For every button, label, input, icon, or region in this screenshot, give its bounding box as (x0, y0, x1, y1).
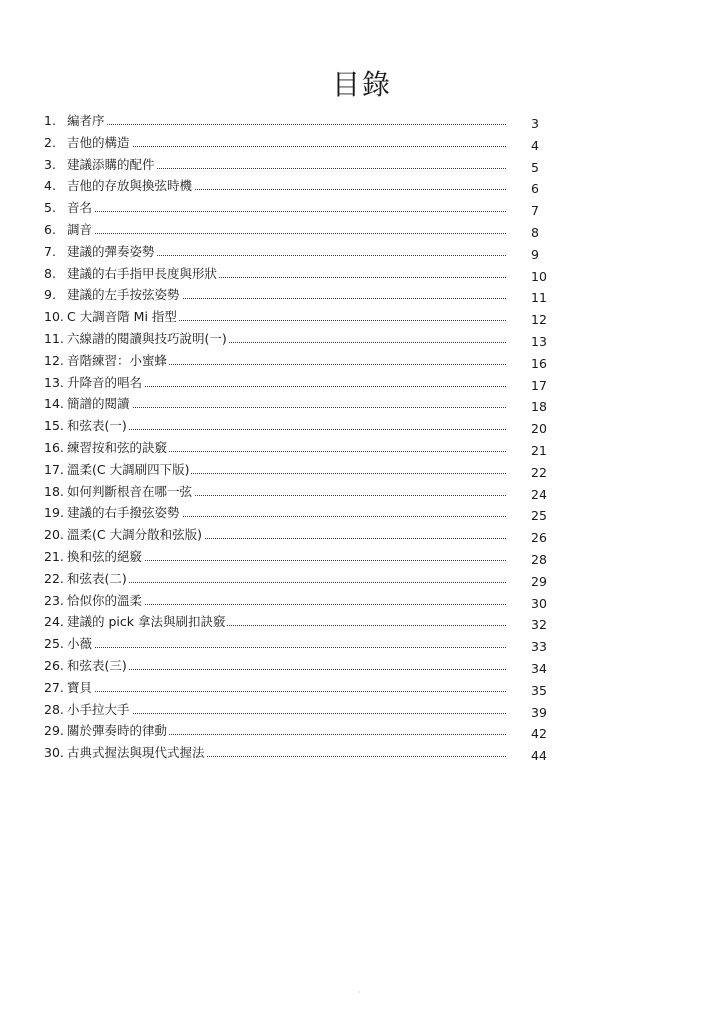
toc-entry-page: 26 (531, 530, 547, 546)
toc-entry-page: 16 (531, 355, 547, 371)
toc-entry[interactable] (0, 372, 724, 394)
toc-entry-number: 26. (44, 657, 64, 673)
toc-entry-number: 29. (44, 723, 64, 739)
toc-entry[interactable] (0, 546, 724, 568)
toc-entry-page: 8 (531, 224, 539, 240)
toc-entry-page: 29 (531, 573, 547, 589)
toc-entry-number: 9. (44, 287, 56, 303)
toc-entry-number: 11. (44, 330, 64, 346)
toc-entry-page: 7 (531, 203, 539, 219)
toc-entry[interactable] (0, 655, 724, 677)
toc-entry[interactable] (0, 459, 724, 481)
toc-dot-leader (67, 124, 506, 125)
toc-entry-title: 和弦表(二) (67, 568, 129, 590)
toc-entry-number: 27. (44, 679, 64, 695)
toc-entry-page: 3 (531, 116, 539, 131)
footer-mark: · (358, 988, 361, 997)
toc-entry-page: 28 (531, 551, 547, 567)
toc-entry-page: 33 (531, 639, 547, 655)
toc-entry[interactable] (0, 306, 724, 328)
toc-entry[interactable] (0, 284, 724, 306)
toc-entry-page: 32 (531, 617, 547, 633)
toc-entry-title: 編者序 (67, 110, 107, 132)
toc-entry-page: 34 (531, 660, 547, 676)
toc-entry-title: C 大調音階 Mi 指型 (67, 306, 179, 328)
toc-entry[interactable] (0, 110, 724, 132)
toc-entry[interactable] (0, 132, 724, 154)
toc-entry-page: 4 (531, 137, 539, 153)
toc-entry[interactable] (0, 524, 724, 546)
toc-dot-leader (67, 233, 506, 234)
table-of-contents (0, 110, 724, 764)
toc-entry-title: 建議的 pick 拿法與刷扣訣竅 (67, 611, 227, 633)
toc-dot-leader (67, 647, 506, 648)
toc-entry-page: 39 (531, 704, 547, 720)
toc-entry-number: 20. (44, 527, 64, 543)
toc-entry-number: 5. (44, 200, 56, 216)
toc-dot-leader (67, 211, 506, 212)
toc-entry-number: 3. (44, 156, 56, 172)
toc-entry[interactable] (0, 175, 724, 197)
toc-entry-number: 7. (44, 243, 56, 259)
toc-entry-number: 18. (44, 483, 64, 499)
toc-entry[interactable] (0, 415, 724, 437)
toc-dot-leader (67, 669, 506, 670)
toc-entry[interactable] (0, 568, 724, 590)
toc-entry-number: 1. (44, 113, 56, 128)
toc-dot-leader (67, 146, 506, 147)
toc-entry-number: 6. (44, 221, 56, 237)
toc-entry-title: 簡譜的閱讀 (67, 393, 132, 415)
toc-entry-page: 20 (531, 421, 547, 437)
toc-entry-number: 23. (44, 592, 64, 608)
toc-entry-number: 21. (44, 548, 64, 564)
toc-entry-title: 六線譜的閱讀與技巧說明(一) (67, 328, 229, 350)
toc-entry-title: 建議的右手指甲長度與形狀 (67, 263, 219, 285)
toc-entry-title: 調音 (67, 219, 94, 241)
toc-entry-number: 8. (44, 265, 56, 281)
toc-entry-page: 24 (531, 486, 547, 502)
toc-entry[interactable] (0, 611, 724, 633)
toc-entry[interactable] (0, 328, 724, 350)
toc-entry[interactable] (0, 481, 724, 503)
toc-entry-number: 13. (44, 374, 64, 390)
toc-entry-page: 11 (531, 290, 547, 306)
toc-entry-title: 換和弦的絕竅 (67, 546, 144, 568)
toc-entry-page: 12 (531, 312, 547, 328)
toc-entry-title: 寶貝 (67, 677, 94, 699)
toc-dot-leader (67, 407, 506, 408)
toc-entry-title: 建議的左手按弦姿勢 (67, 284, 182, 306)
toc-entry-page: 42 (531, 726, 547, 742)
toc-entry-page: 6 (531, 181, 539, 197)
toc-entry-number: 4. (44, 178, 56, 194)
toc-entry[interactable] (0, 699, 724, 721)
toc-entry-title: 和弦表(三) (67, 655, 129, 677)
toc-entry[interactable] (0, 241, 724, 263)
toc-entry-number: 19. (44, 505, 64, 521)
toc-entry[interactable] (0, 197, 724, 219)
toc-dot-leader (67, 429, 506, 430)
toc-entry-title: 古典式握法與現代式握法 (67, 742, 207, 764)
toc-entry-title: 建議添購的配件 (67, 154, 157, 176)
toc-entry[interactable] (0, 263, 724, 285)
toc-entry[interactable] (0, 677, 724, 699)
toc-entry-page: 10 (531, 268, 547, 284)
toc-entry-title: 如何判斷根音在哪一弦 (67, 481, 194, 503)
toc-entry[interactable] (0, 633, 724, 655)
toc-entry-title: 恰似你的溫柔 (67, 590, 144, 612)
toc-entry-page: 35 (531, 682, 547, 698)
toc-entry-title: 小手拉大手 (67, 699, 132, 721)
toc-entry-title: 溫柔(C 大調刷四下版) (67, 459, 191, 481)
toc-entry-title: 練習按和弦的訣竅 (67, 437, 169, 459)
toc-entry-number: 15. (44, 418, 64, 434)
toc-entry[interactable] (0, 742, 724, 764)
toc-entry-title: 溫柔(C 大調分散和弦版) (67, 524, 204, 546)
toc-entry-title: 音階練習：小蜜蜂 (67, 350, 169, 372)
toc-dot-leader (67, 691, 506, 692)
toc-entry[interactable] (0, 219, 724, 241)
toc-entry[interactable] (0, 502, 724, 524)
toc-entry-title: 小薇 (67, 633, 94, 655)
toc-entry[interactable] (0, 350, 724, 372)
toc-entry-title: 建議的彈奏姿勢 (67, 241, 157, 263)
toc-entry-title: 吉他的存放與換弦時機 (67, 175, 194, 197)
toc-entry-number: 17. (44, 461, 64, 477)
toc-entry-title: 關於彈奏時的律動 (67, 720, 169, 742)
toc-entry-page: 17 (531, 377, 547, 393)
toc-entry-title: 音名 (67, 197, 94, 219)
toc-entry-number: 14. (44, 396, 64, 412)
toc-entry-title: 升降音的唱名 (67, 372, 144, 394)
toc-entry-page: 5 (531, 159, 539, 175)
toc-entry-number: 22. (44, 570, 64, 586)
toc-dot-leader (67, 713, 506, 714)
toc-entry-number: 12. (44, 352, 64, 368)
toc-entry-page: 30 (531, 595, 547, 611)
toc-entry-number: 16. (44, 439, 64, 455)
toc-entry[interactable] (0, 393, 724, 415)
toc-entry-page: 13 (531, 333, 547, 349)
page-title: 目錄 (331, 67, 392, 101)
toc-entry-page: 44 (531, 748, 547, 764)
toc-entry-title: 建議的右手撥弦姿勢 (67, 502, 182, 524)
toc-entry[interactable] (0, 720, 724, 742)
toc-entry-page: 21 (531, 442, 547, 458)
toc-entry-page: 22 (531, 464, 547, 480)
toc-entry-number: 30. (44, 745, 64, 761)
toc-entry-number: 24. (44, 614, 64, 630)
toc-entry-page: 9 (531, 246, 539, 262)
toc-entry-title: 和弦表(一) (67, 415, 129, 437)
toc-dot-leader (67, 582, 506, 583)
toc-entry-number: 28. (44, 701, 64, 717)
toc-entry-page: 25 (531, 508, 547, 524)
toc-entry-number: 10. (44, 309, 64, 325)
toc-entry-title: 吉他的構造 (67, 132, 132, 154)
toc-entry-page: 18 (531, 399, 547, 415)
toc-entry-number: 2. (44, 134, 56, 150)
toc-entry[interactable] (0, 590, 724, 612)
toc-entry-number: 25. (44, 636, 64, 652)
toc-entry[interactable] (0, 154, 724, 176)
toc-entry[interactable] (0, 437, 724, 459)
